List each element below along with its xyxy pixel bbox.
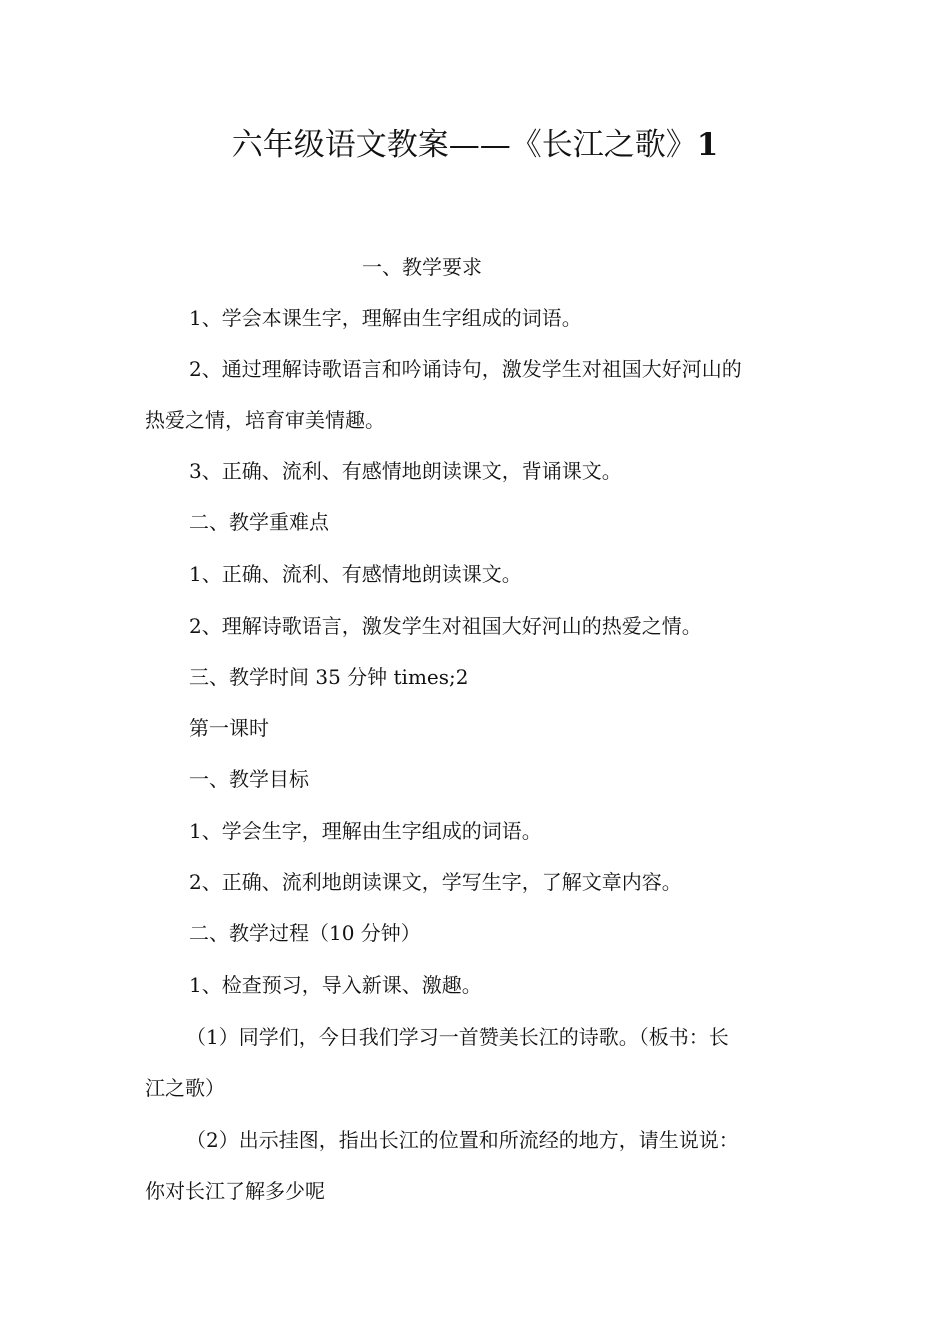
paragraph-line: （1）同学们，今日我们学习一首赞美长江的诗歌。（板书：长 bbox=[186, 1025, 729, 1049]
section-heading-time: 三、教学时间 35 分钟 times;2 bbox=[189, 665, 469, 689]
paragraph-line-continuation: 江之歌） bbox=[145, 1076, 225, 1100]
paragraph-line: 3、正确、流利、有感情地朗读课文，背诵课文。 bbox=[189, 459, 622, 483]
paragraph-line: 2、正确、流利地朗读课文，学写生字，了解文章内容。 bbox=[189, 870, 682, 894]
document-title bbox=[0, 122, 950, 168]
paragraph-line: 1、正确、流利、有感情地朗读课文。 bbox=[189, 562, 522, 586]
section-heading-key-points: 二、教学重难点 bbox=[189, 510, 329, 534]
title-number: 1 bbox=[696, 127, 719, 163]
paragraph-line: 2、通过理解诗歌语言和吟诵诗句，激发学生对祖国大好河山的 bbox=[189, 357, 742, 381]
paragraph-line: 2、理解诗歌语言，激发学生对祖国大好河山的热爱之情。 bbox=[189, 614, 702, 638]
paragraph-line: 1、检查预习，导入新课、激趣。 bbox=[189, 973, 482, 997]
title-main: 六年级语文教案——《长江之歌》 bbox=[231, 127, 697, 163]
paragraph-line: （2）出示挂图，指出长江的位置和所流经的地方，请生说说： bbox=[186, 1128, 739, 1152]
paragraph-line: 1、学会本课生字，理解由生字组成的词语。 bbox=[189, 306, 582, 330]
section-heading-objectives: 一、教学目标 bbox=[189, 767, 309, 791]
paragraph-line: 1、学会生字，理解由生字组成的词语。 bbox=[189, 819, 542, 843]
paragraph-line-continuation: 你对长江了解多少呢 bbox=[145, 1179, 325, 1203]
lesson-heading: 第一课时 bbox=[189, 716, 269, 740]
paragraph-line-continuation: 热爱之情，培育审美情趣。 bbox=[145, 408, 385, 432]
section-heading-requirements: 一、教学要求 bbox=[362, 255, 482, 279]
section-heading-process: 二、教学过程（10 分钟） bbox=[189, 921, 421, 945]
